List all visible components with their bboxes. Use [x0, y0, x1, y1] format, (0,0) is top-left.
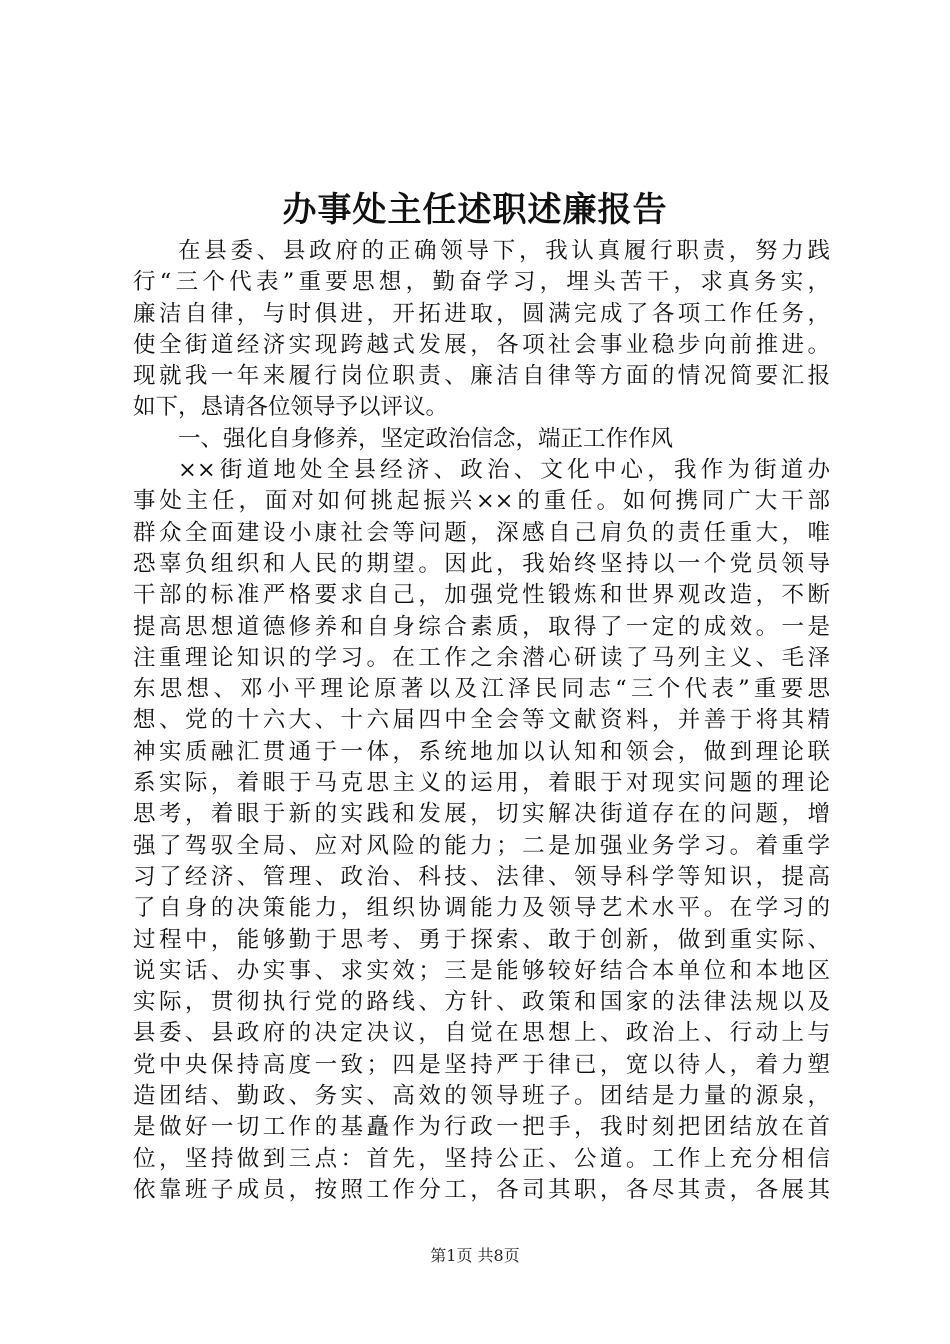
paragraph-line: 过程中，能够勤于思考、勇于探索、敢于创新，做到重实际、 — [133, 926, 830, 953]
paragraph-line: 如下，恳请各位领导予以评议。 — [133, 394, 449, 421]
paragraph-line: 强了驾驭全局、应对风险的能力；二是加强业务学习。着重学 — [133, 832, 830, 859]
paragraph-line: 县委、县政府的决定决议，自觉在思想上、政治上、行动上与 — [133, 1020, 830, 1047]
paragraph-line: 神实质融汇贯通于一体，系统地加以认知和领会，做到理论联 — [133, 738, 830, 765]
paragraph-line: 干部的标准严格要求自己，加强党性锻炼和世界观改造，不断 — [133, 582, 830, 609]
paragraph-line: 依靠班子成员，按照工作分工，各司其职，各尽其责，各展其 — [133, 1176, 830, 1203]
paragraph-line: 实际，贯彻执行党的路线、方针、政策和国家的法律法规以及 — [133, 989, 830, 1016]
paragraph-line: 了自身的决策能力，组织协调能力及领导艺术水平。在学习的 — [133, 895, 830, 922]
paragraph-line: ××街道地处全县经济、政治、文化中心，我作为街道办 — [178, 457, 830, 484]
paragraph-line: 提高思想道德修养和自身综合素质，取得了一定的成效。一是 — [133, 613, 830, 640]
paragraph-line: 是做好一切工作的基矗作为行政一把手，我时刻把团结放在首 — [133, 1114, 830, 1141]
paragraph-line: 位，坚持做到三点：首先，坚持公正、公道。工作上充分相信 — [133, 1145, 830, 1172]
paragraph-line: 思考，着眼于新的实践和发展，切实解决街道存在的问题，增 — [133, 801, 830, 828]
paragraph-line: 想、党的十六大、十六届四中全会等文献资料，并善于将其精 — [133, 707, 830, 734]
paragraph-line: 恐辜负组织和人民的期望。因此，我始终坚持以一个党员领导 — [133, 550, 830, 577]
document-title: 办事处主任述职述廉报告 — [282, 190, 668, 230]
page-number-footer: 第1页 共8页 — [430, 1246, 520, 1265]
paragraph-line: 在县委、县政府的正确领导下，我认真履行职责，努力践 — [178, 238, 830, 264]
paragraph-line: 事处主任，面对如何挑起振兴××的重任。如何携同广大干部 — [133, 488, 830, 515]
paragraph-line: 现就我一年来履行岗位职责、廉洁自律等方面的情况简要汇报 — [133, 363, 830, 390]
document-body — [133, 236, 830, 1206]
paragraph-line: 造团结、勤政、务实、高效的领导班子。团结是力量的源泉， — [133, 1083, 830, 1110]
paragraph-line: 使全街道经济实现跨越式发展，各项社会事业稳步向前推进。 — [133, 331, 830, 358]
paragraph-line: 党中央保持高度一致；四是坚持严于律已，宽以待人，着力塑 — [133, 1051, 830, 1078]
paragraph-line: 群众全面建设小康社会等问题，深感自己肩负的责任重大，唯 — [133, 519, 830, 546]
paragraph-line: 习了经济、管理、政治、科技、法律、领导科学等知识，提高 — [133, 863, 830, 890]
paragraph-line: 注重理论知识的学习。在工作之余潜心研读了马列主义、毛泽 — [133, 644, 830, 671]
paragraph-line: 行“三个代表”重要思想，勤奋学习，埋头苦干，求真务实， — [133, 269, 830, 296]
paragraph-line: 东思想、邓小平理论原著以及江泽民同志“三个代表”重要思 — [133, 676, 830, 703]
paragraph-line: 廉洁自律，与时俱进，开拓进取，圆满完成了各项工作任务， — [133, 300, 830, 327]
paragraph-line: 系实际，着眼于马克思主义的运用，着眼于对现实问题的理论 — [133, 770, 830, 797]
paragraph-line: 说实话、办实事、求实效；三是能够较好结合本单位和本地区 — [133, 957, 830, 984]
section-heading: 一、强化自身修养，坚定政治信念，端正工作作风 — [178, 425, 674, 452]
